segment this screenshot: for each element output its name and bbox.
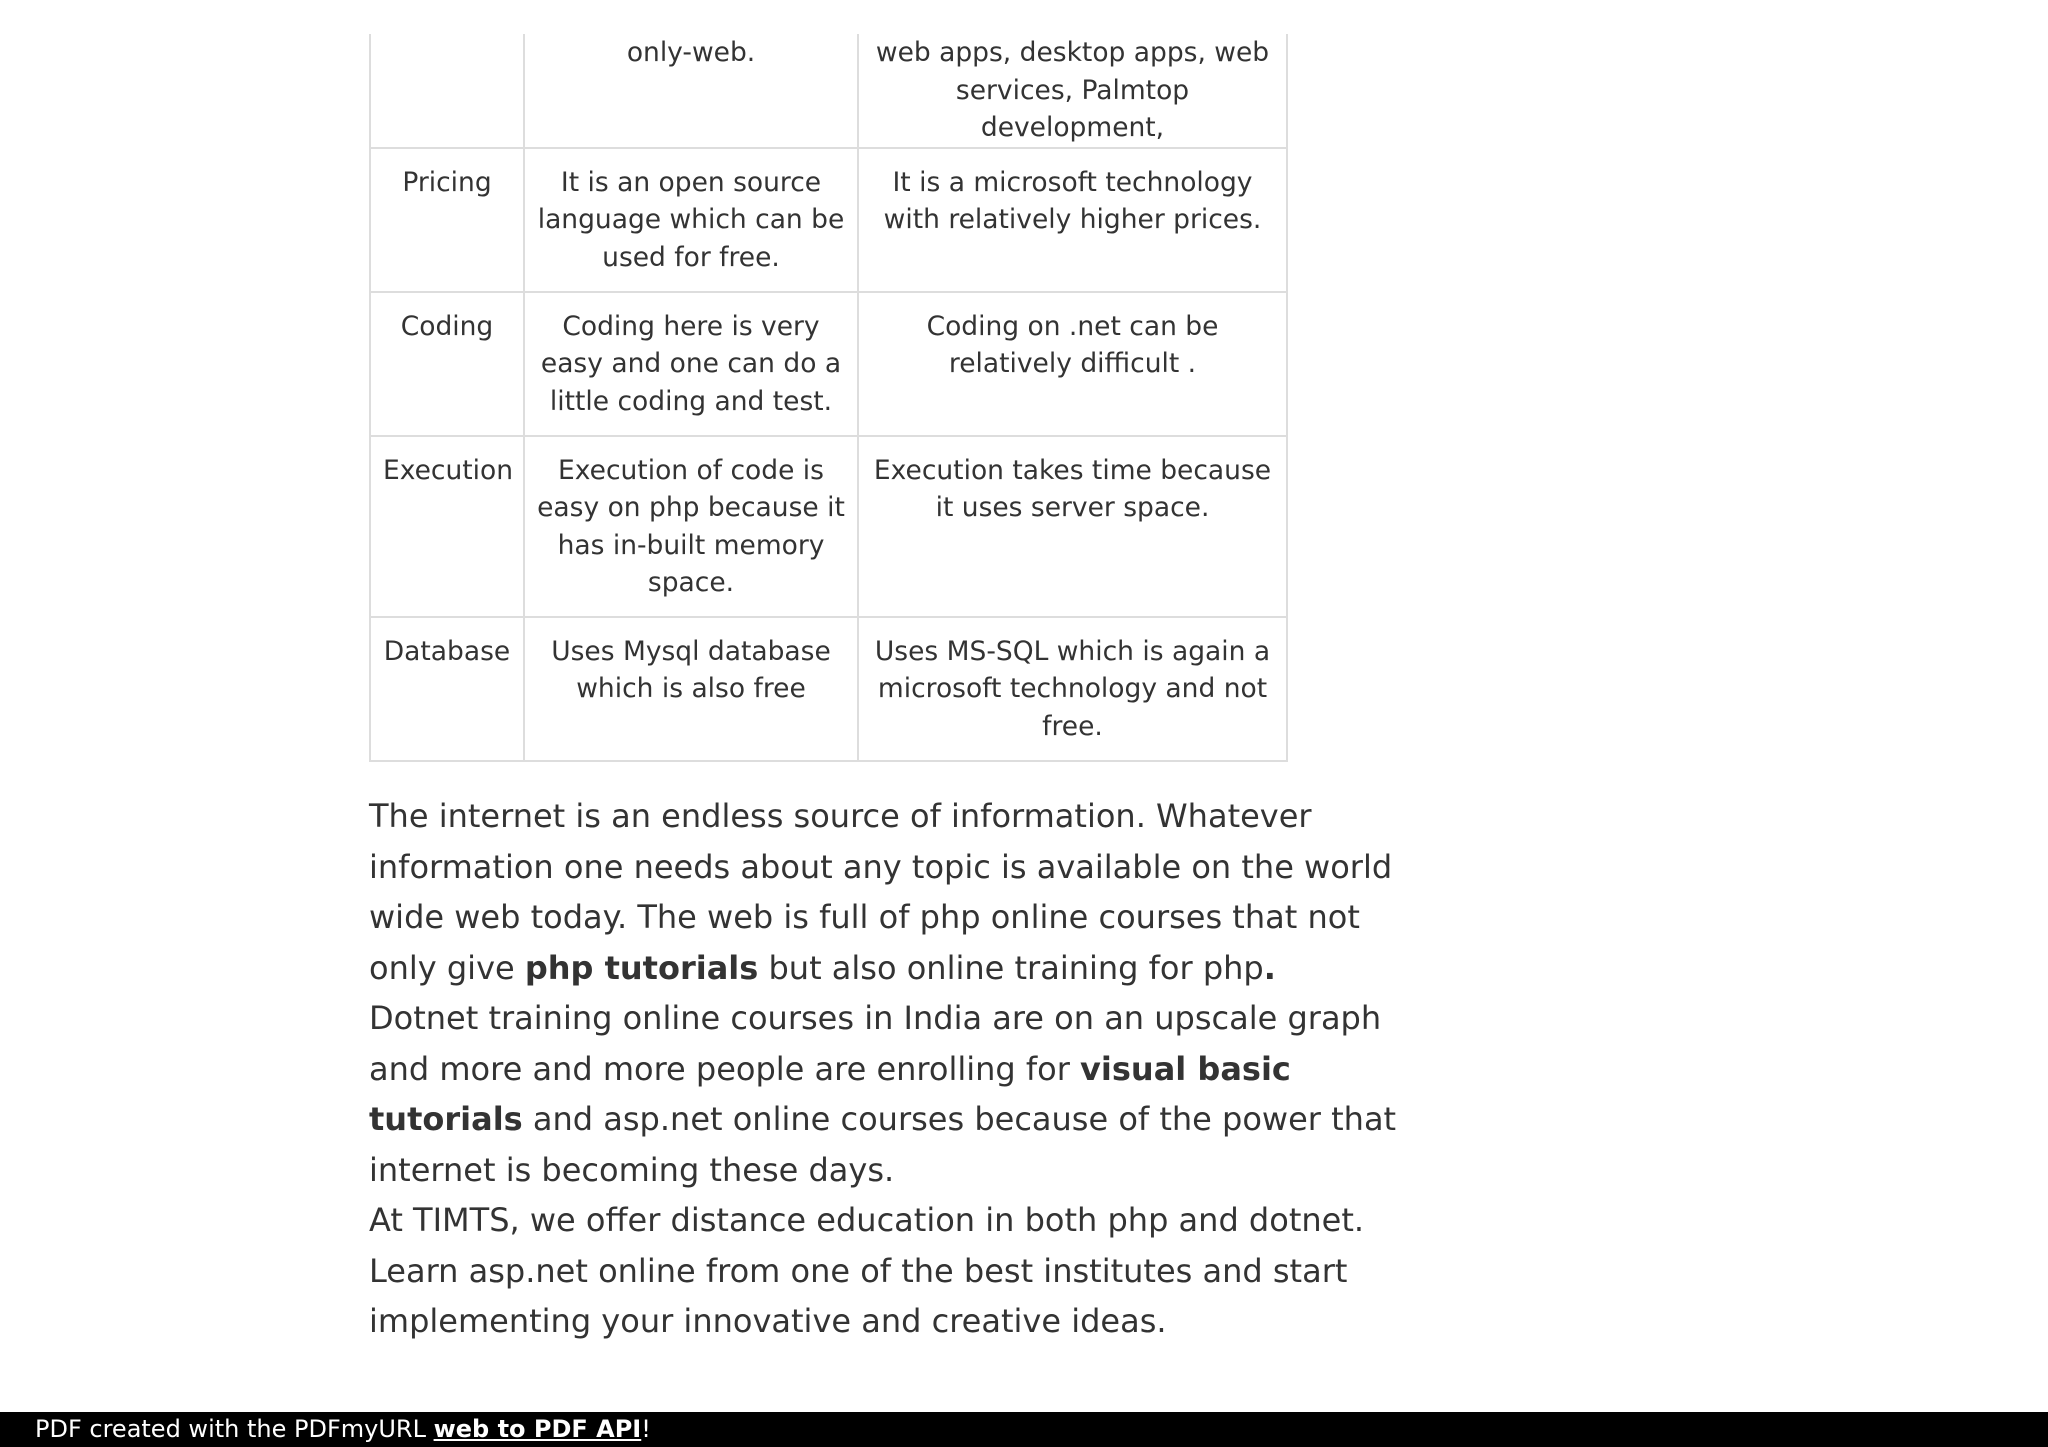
dotnet-cell: web apps, desktop apps, web services, Palmtop development, <box>858 34 1287 148</box>
dotnet-cell: Coding on .net can be relatively difficult . <box>858 292 1287 436</box>
text-line: Learn asp.net online from one of the best institutes and start <box>369 1251 1348 1290</box>
row-label-cell: Coding <box>370 292 524 436</box>
dotnet-cell: It is a microsoft technology with relatively higher prices. <box>858 148 1287 292</box>
paragraph <box>369 1195 1365 1347</box>
tutorials-keyword: tutorials <box>369 1100 523 1138</box>
text-line: and more and more people are enrolling for <box>369 1049 1081 1088</box>
text-line: only give <box>369 948 525 987</box>
pdf-footer-bar <box>0 1412 2048 1447</box>
php-cell: Coding here is very easy and one can do a little coding and test. <box>524 292 858 436</box>
text-line: implementing your innovative and creative ideas. <box>369 1302 1167 1340</box>
article-body <box>369 791 1397 1347</box>
dotnet-cell: Uses MS-SQL which is again a microsoft technology and not free. <box>858 617 1287 761</box>
row-label-cell: Pricing <box>370 148 524 292</box>
table-row <box>370 617 1287 761</box>
footer-text: PDF created with the PDFmyURL <box>35 1415 434 1443</box>
web-to-pdf-api-link[interactable]: web to PDF API <box>433 1415 642 1443</box>
text-line: The internet is an endless source of information. Whatever <box>369 797 1312 835</box>
bold-period: . <box>1263 948 1276 987</box>
text-line: internet is becoming these days. <box>369 1150 895 1189</box>
php-tutorials-keyword: php tutorials <box>524 948 759 987</box>
php-cell: It is an open source language which can be used for free. <box>524 148 858 292</box>
footer-suffix: ! <box>641 1415 651 1443</box>
text-line: and asp.net online courses because of the power that <box>522 1100 1397 1138</box>
row-label-cell <box>370 34 524 148</box>
paragraph <box>369 791 1397 1195</box>
php-cell: only-web. <box>524 34 858 148</box>
table-row <box>370 148 1287 292</box>
php-cell: Uses Mysql database which is also free <box>524 617 858 761</box>
text-line: wide web today. The web is full of php online courses that not <box>369 898 1360 936</box>
visual-basic-keyword: visual basic <box>1080 1049 1291 1088</box>
table-row <box>370 34 1287 148</box>
text-line: information one needs about any topic is available on the world <box>369 847 1393 886</box>
dotnet-cell: Execution takes time because it uses server space. <box>858 436 1287 617</box>
text-line: At TIMTS, we offer distance education in both php and dotnet. <box>369 1201 1365 1239</box>
text-line: Dotnet training online courses in India are on an upscale graph <box>369 999 1382 1037</box>
table-row <box>370 436 1287 617</box>
php-cell: Execution of code is easy on php because it has in-built memory space. <box>524 436 858 617</box>
row-label-cell: Database <box>370 617 524 761</box>
table-row <box>370 292 1287 436</box>
row-label-cell: Execution <box>370 436 524 617</box>
text-line: but also online training for php <box>758 948 1264 987</box>
comparison-table <box>369 34 1288 762</box>
